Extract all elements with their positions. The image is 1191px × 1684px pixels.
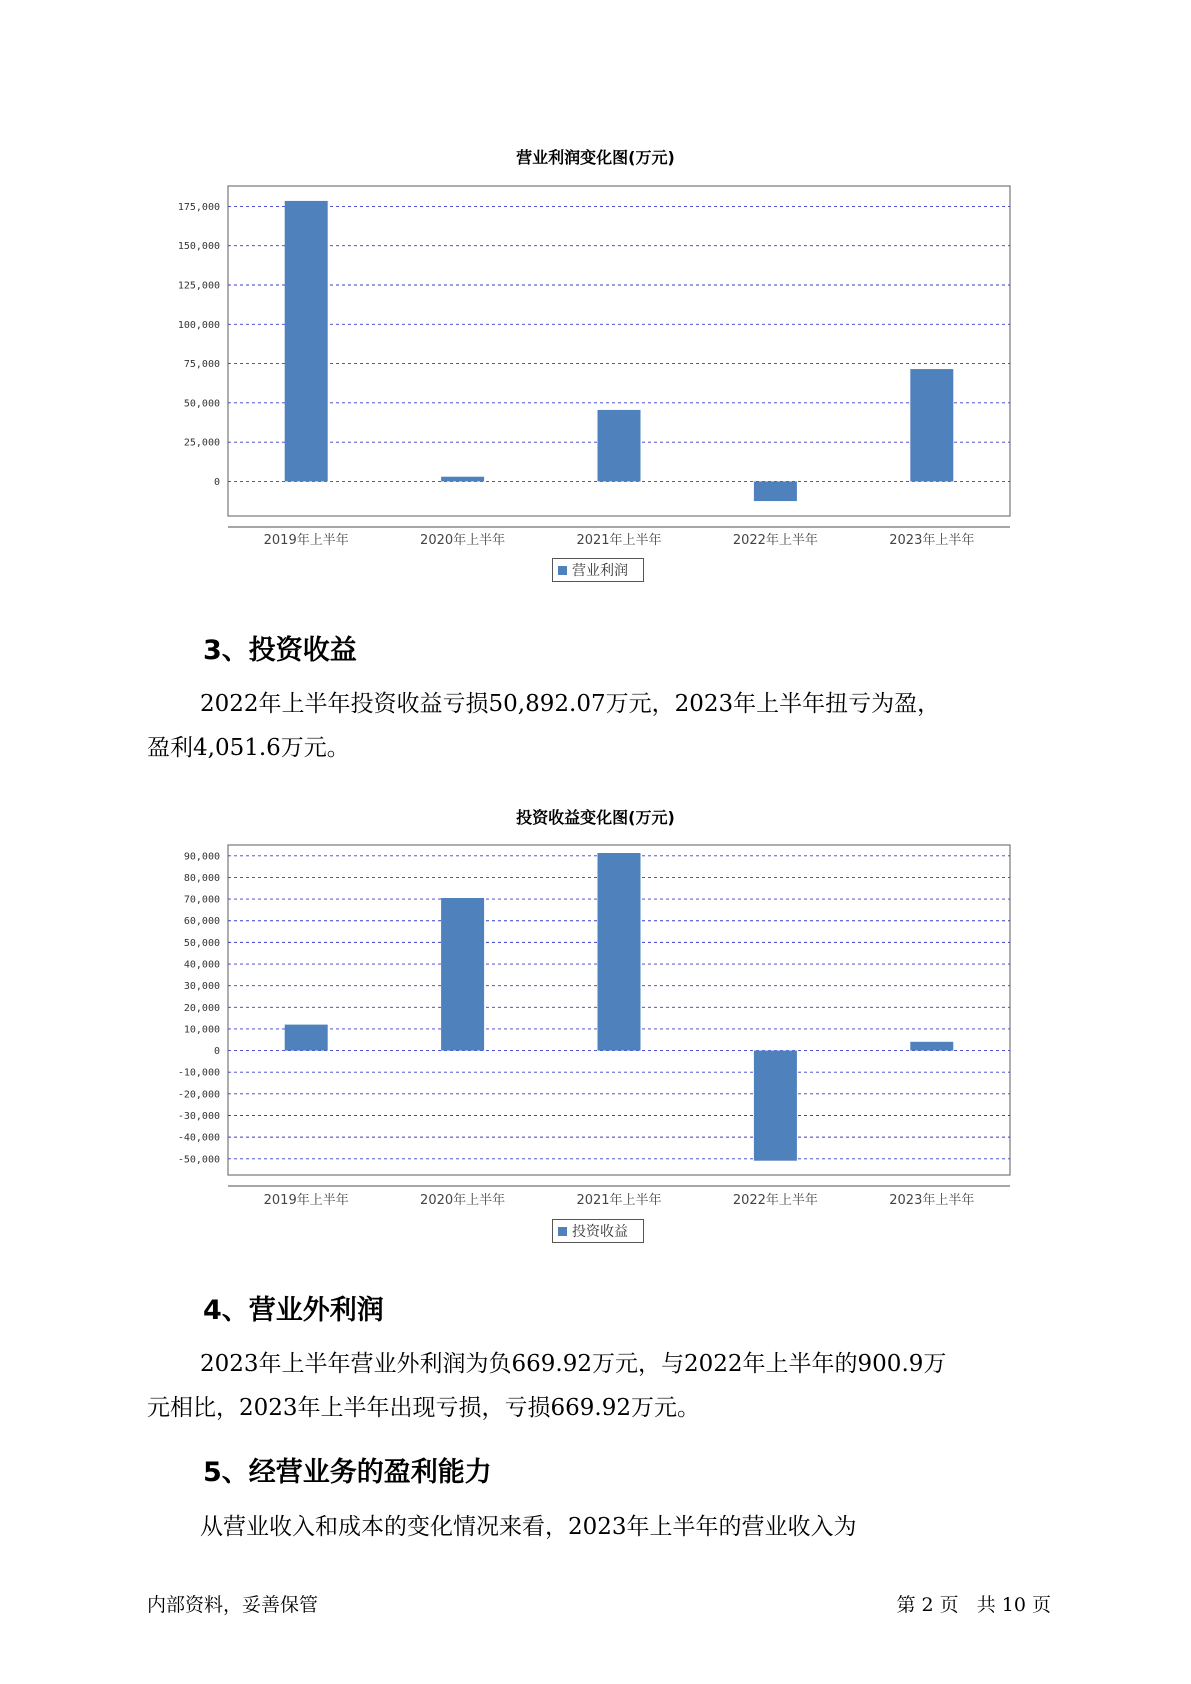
y-tick-label: 50,000: [183, 937, 220, 949]
x-category-label: 2019年上半年: [263, 1193, 349, 1208]
x-category-label: 2019年上半年: [263, 533, 349, 548]
y-tick-label: 0: [213, 1046, 220, 1058]
y-tick-label: -20,000: [177, 1089, 220, 1101]
chart-title: 投资收益变化图(万元): [516, 808, 675, 827]
x-category-label: 2020年上半年: [420, 533, 506, 548]
y-tick-label: -40,000: [177, 1132, 220, 1144]
y-tick-label: 40,000: [183, 959, 220, 971]
bar: [598, 853, 641, 1051]
x-category-label: 2023年上半年: [889, 533, 975, 548]
x-category-label: 2023年上半年: [889, 1193, 975, 1208]
footer-right: 第 2 页 共 10 页: [896, 1594, 1051, 1616]
y-tick-label: -50,000: [177, 1154, 220, 1166]
y-tick-label: 10,000: [183, 1024, 220, 1036]
y-tick-label: 0: [213, 476, 220, 488]
paragraph-line: 元相比，2023年上半年出现亏损，亏损669.92万元。: [147, 1395, 701, 1421]
chart-title: 营业利润变化图(万元): [516, 148, 675, 167]
bar: [910, 1042, 953, 1051]
paragraph-line: 从营业收入和成本的变化情况来看，2023年上半年的营业收入为: [200, 1514, 857, 1540]
x-category-label: 2021年上半年: [576, 533, 662, 548]
legend-swatch: [558, 1227, 567, 1236]
y-tick-label: 90,000: [183, 851, 220, 863]
bar: [754, 1051, 797, 1161]
y-tick-label: 50,000: [183, 398, 220, 410]
x-category-label: 2022年上半年: [732, 1193, 818, 1208]
x-category-label: 2021年上半年: [576, 1193, 662, 1208]
y-tick-label: 25,000: [183, 437, 220, 449]
paragraph-line: 2023年上半年营业外利润为负669.92万元，与2022年上半年的900.9万: [200, 1351, 947, 1377]
x-category-label: 2020年上半年: [420, 1193, 506, 1208]
y-tick-label: 100,000: [177, 319, 220, 331]
section-paragraph-5: [147, 1505, 1065, 1549]
y-tick-label: 20,000: [183, 1002, 220, 1014]
section-heading-3: 3、投资收益: [203, 635, 357, 666]
y-tick-label: 150,000: [177, 241, 220, 253]
chart-legend: [552, 1219, 644, 1243]
section-heading-4: 4、营业外利润: [203, 1295, 384, 1326]
paragraph-line: 2022年上半年投资收益亏损50,892.07万元，2023年上半年扭亏为盈，: [200, 691, 941, 717]
footer-left: 内部资料，妥善保管: [147, 1594, 319, 1616]
paragraph-line: 盈利4,051.6万元。: [147, 735, 350, 761]
bar: [285, 1025, 328, 1051]
y-tick-label: 80,000: [183, 872, 220, 884]
section-heading-5: 5、经营业务的盈利能力: [203, 1457, 492, 1488]
y-tick-label: 60,000: [183, 916, 220, 928]
y-tick-label: 75,000: [183, 359, 220, 371]
y-tick-label: 175,000: [177, 201, 220, 213]
y-tick-label: 70,000: [183, 894, 220, 906]
legend-label: 投资收益: [572, 1224, 628, 1240]
y-tick-label: 125,000: [177, 280, 220, 292]
y-tick-label: 30,000: [183, 981, 220, 993]
x-category-label: 2022年上半年: [732, 533, 818, 548]
bar: [441, 898, 484, 1051]
y-tick-label: -10,000: [177, 1067, 220, 1079]
legend-label: 营业利润: [572, 563, 628, 579]
section-paragraph-4: [147, 1342, 1065, 1430]
y-tick-label: -30,000: [177, 1110, 220, 1122]
